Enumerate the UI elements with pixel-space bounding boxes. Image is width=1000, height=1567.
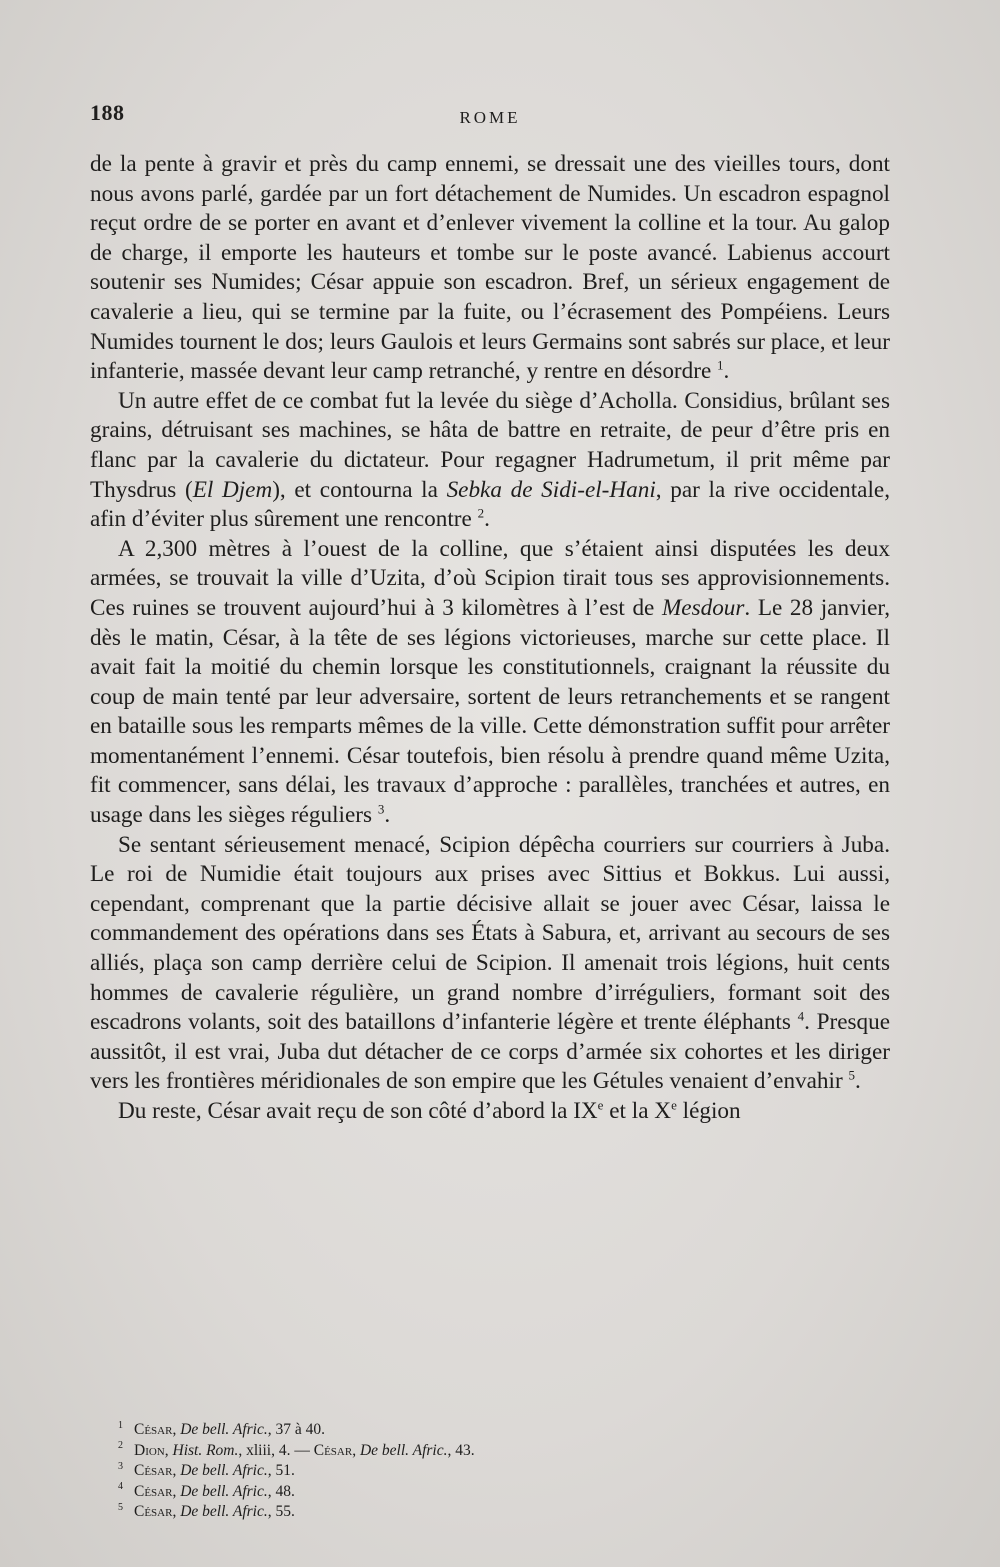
footnote-4: 4 César, De bell. Afric., 48. (118, 1481, 295, 1500)
footnote-3: 3 César, De bell. Afric., 51. (118, 1460, 295, 1479)
running-head: ROME (459, 108, 521, 127)
paragraph-5: Du reste, César avait reçu de son côté d’abord la IXe et la Xe légion (118, 1097, 741, 1124)
footnote-ref-1[interactable]: 1 (717, 357, 724, 373)
page-number: 188 (90, 100, 125, 125)
footnotes (118, 1420, 878, 1523)
paragraph-2: Un autre effet de ce combat fut la levée du siège d’Acholla. Considius, brûlant ses grains, détruisant ses machines, se hâta de battre en retraite, de peur d’être pris en flanc par la cavalerie du dictateur. Pour regagner Hadrumetum, il prit même par Thysdrus (El Djem), et contourna la Sebka de Sidi-el-Hani, par la rive occidentale, afin d’éviter plus sûrement une rencontre $^2$. (90, 387, 891, 533)
paragraph-3: A 2,300 mètres à l’ouest de la colline, que s’étaient ainsi disputées les deux armées, se trouvait la ville d’Uzita, d’où Scipion tirait tous ses approvisionnements. Ces ruines se trouvent aujourd’hui à 3 kilomètres à l’est de Mesdour. Le 28 janvier, dès le matin, César, à la tête de ses légions victorieuses, marche sur cette place. Il avait fait la moitié du chemin lorsque les constitutionnels, craignant la réussite du coup de main tenté par leur adversaire, sortent de leurs retranchements et se rangent en bataille sous les remparts mêmes de la ville. Cette démonstration suffit pour arrêter momentanément l’ennemi. César toutefois, bien résolu à prendre quand même Uzita, fit commencer, sans délai, les travaux d’approche : parallèles, tranchées et autres, en usage dans les sièges réguliers $^3$. (90, 535, 890, 829)
footnote-ref-2[interactable]: 2 (477, 505, 485, 521)
footnote-1: 1 César, De bell. Afric., 37 à 40. (118, 1419, 326, 1438)
body-text (90, 150, 890, 1127)
footnote-5: 5 César, De bell. Afric., 55. (118, 1501, 295, 1520)
footnote-2: 2 Dion, Hist. Rom., xliii, 4. — César, De bell. Afric., 43. (118, 1440, 475, 1459)
page-header (90, 100, 890, 136)
paragraph-4: Se sentant sérieusement menacé, Scipion dépêcha courriers sur courriers à Juba. Le roi de Numidie était toujours aux prises avec Sittius et Bokkus. Lui aussi, cependant, comprenant que la partie décisive allait se jouer avec César, laissa le commandement des opérations dans ses États à Sabura, et, arrivant au secours de ses alliés, plaça son camp derrière celui de Scipion. Il amenait trois légions, huit cents hommes de cavalerie régulière, un grand nombre d’irréguliers, formant soit des escadrons volants, soit des bataillons d’infanterie légère et trente éléphants $^4$. Presque aussitôt, il est vrai, Juba dut détacher de ce corps d’armée six cohortes et les diriger vers les frontières méridionales de son empire que les Gétules venaient d’envahir $^5$. (90, 831, 890, 1095)
paragraph-1: de la pente à gravir et près du camp ennemi, se dressait une des vieilles tours, dont nous avons parlé, gardée par un fort détachement de Numides. Un escadron espagnol reçut ordre de se porter en avant et d’enlever vivement la colline et la tour. Au galop de charge, il emporte les hauteurs et tombe sur le poste avancé. Labienus accourt soutenir ses Numides; César appuie son escadron. Bref, un sérieux engagement de cavalerie a lieu, qui se termine par la fuite, ou l’écrasement des Pompéiens. Leurs Numides tournent le dos; leurs Gaulois et leurs Germains sont sabrés sur place, et leur infanterie, massée devant leur camp retranché, y rentre en désordre $^1$. (90, 151, 890, 385)
footnote-ref-5[interactable]: 5 (848, 1067, 855, 1083)
footnote-ref-4[interactable]: 4 (797, 1008, 805, 1024)
footnote-ref-3[interactable]: 3 (377, 801, 385, 817)
